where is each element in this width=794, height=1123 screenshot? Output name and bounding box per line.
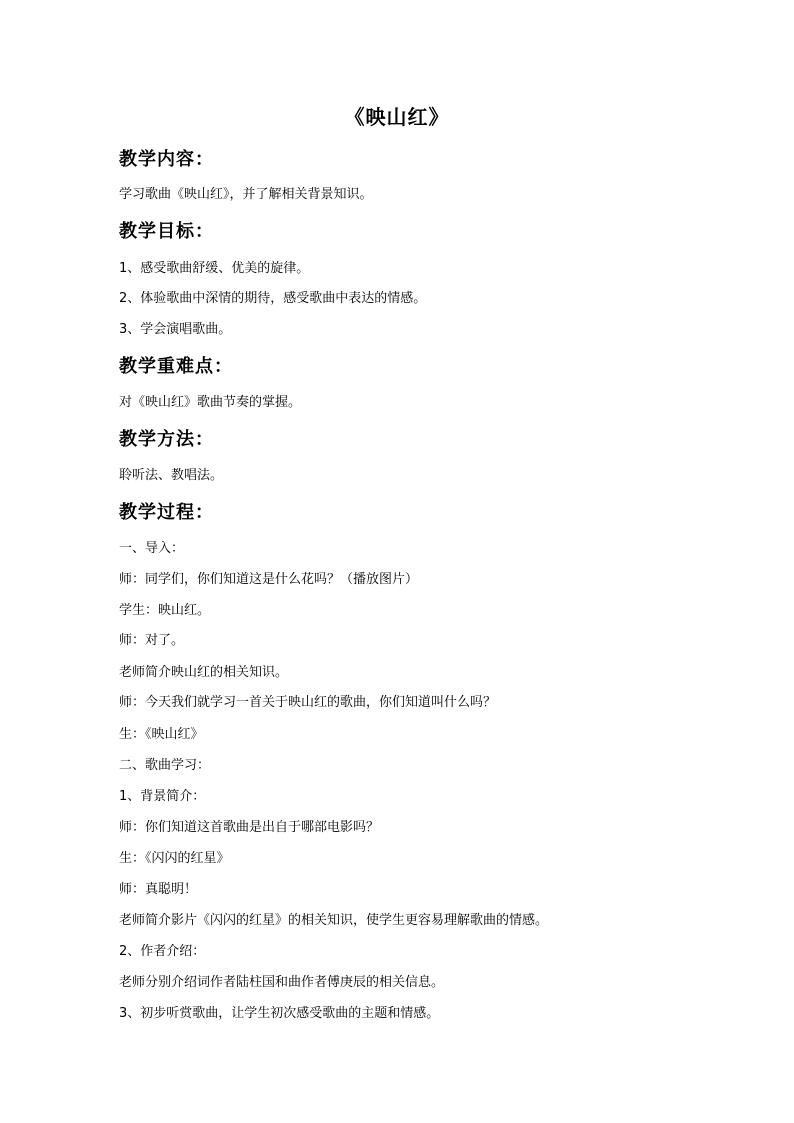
process-line-12: 师：真聪明！	[119, 882, 198, 897]
heading-teaching-process: 教学过程：	[119, 502, 214, 523]
process-line-9: 1、背景简介：	[119, 789, 206, 804]
teaching-methods-text: 聆听法、教唱法。	[119, 468, 224, 483]
process-line-2: 师：同学们，你们知道这是什么花吗？（播放图片）	[119, 572, 419, 587]
heading-teaching-content: 教学内容：	[119, 149, 214, 170]
process-line-8: 二、歌曲学习：	[119, 758, 211, 773]
key-points-text: 对《映山红》歌曲节奏的掌握。	[119, 395, 302, 410]
process-line-11: 生：《闪闪的红星》	[119, 851, 230, 866]
process-line-14: 2、作者介绍：	[119, 944, 206, 959]
process-line-7: 生：《映山红》	[119, 727, 204, 742]
heading-teaching-methods: 教学方法：	[119, 429, 214, 450]
process-line-15: 老师分别介绍词作者陆柱国和曲作者傅庚辰的相关信息。	[119, 975, 445, 990]
teaching-content-text: 学习歌曲《映山红》，并了解相关背景知识。	[119, 187, 373, 202]
goal-item-2: 2、体验歌曲中深情的期待，感受歌曲中表达的情感。	[119, 291, 427, 306]
process-line-5: 老师简介映山红的相关知识。	[119, 665, 289, 680]
process-line-1: 一、导入：	[119, 541, 185, 556]
process-line-6: 师：今天我们就学习一首关于映山红的歌曲，你们知道叫什么吗？	[119, 695, 497, 710]
goal-item-3: 3、学会演唱歌曲。	[119, 322, 232, 337]
goal-item-1: 1、感受歌曲舒缓、优美的旋律。	[119, 261, 310, 276]
process-line-10: 师：你们知道这首歌曲是出自于哪部电影吗？	[119, 820, 380, 835]
process-line-4: 师：对了。	[119, 633, 185, 648]
document-title: 《映山红》	[344, 105, 450, 129]
heading-teaching-goals: 教学目标：	[119, 221, 214, 242]
process-line-3: 学生：映山红。	[119, 603, 211, 618]
heading-key-points: 教学重难点：	[119, 356, 233, 377]
process-line-16: 3、初步听赏歌曲，让学生初次感受歌曲的主题和情感。	[119, 1006, 440, 1021]
process-line-13: 老师简介影片《闪闪的红星》的相关知识，使学生更容易理解歌曲的情感。	[119, 913, 549, 928]
